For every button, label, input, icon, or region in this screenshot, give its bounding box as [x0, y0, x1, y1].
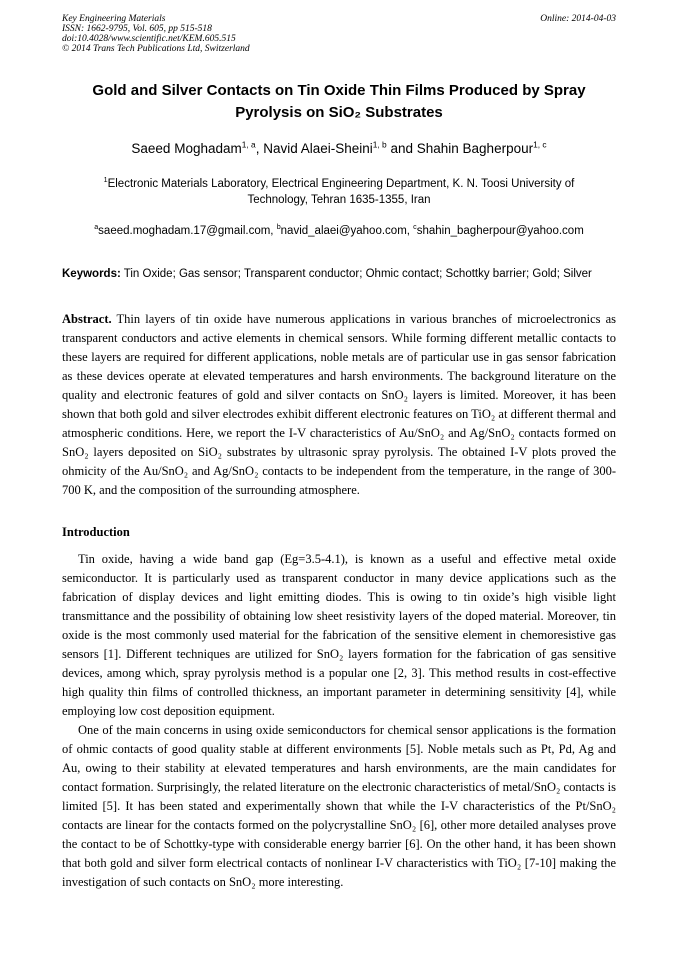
email-sup-b: b	[276, 223, 281, 232]
author-name-3: Shahin Bagherpour	[416, 141, 534, 156]
abstract-paragraph	[62, 310, 616, 500]
author-affil-sup-1: 1, a	[241, 139, 256, 150]
intro-paragraph-1: Tin oxide, having a wide band gap (Eg=3.5-4.1), is known as a useful and effective metal oxide semiconductor. It is particularly used as transparent conductor in many device applications such as the fabrication of display devices and light emitting diodes. This is owing to tin oxide’s high visible light transmittance and the possibility of obtaining low sheet resistivity layers of the doped material. Moreover, tin oxide is the most commonly used material for the fabrication of the sensitive element in chemoresistive gas sensors [1]. Different techniques are utilized for SnO₂ layers formation for the fabrication of gas sensitive devices, among which, spray pyrolysis method is a popular one [2, 3]. This method results in cost-effective high quality thin films of controlled thickness, an important parameter in determining sensitivity [4], while employing low cost deposition equipment.	[62, 552, 616, 719]
journal-header-left	[62, 14, 250, 54]
affiliation-line	[83, 176, 595, 208]
introduction-heading: Introduction	[62, 525, 130, 539]
email-address-a: saeed.moghadam.17@gmail.com,	[98, 225, 277, 237]
journal-issn-line: ISSN: 1662-9795, Vol. 605, pp 515-518	[62, 24, 212, 34]
authors-line	[62, 140, 616, 158]
journal-copyright-line: © 2014 Trans Tech Publications Ltd, Switzerland	[62, 44, 250, 54]
abstract-label: Abstract.	[62, 312, 112, 326]
journal-title: Key Engineering Materials	[62, 14, 166, 24]
author-separator-2: and	[386, 141, 417, 156]
email-address-b: navid_alaei@yahoo.com,	[280, 225, 414, 237]
email-address-c: shahin_bagherpour@yahoo.com	[416, 225, 584, 237]
abstract-text: Thin layers of tin oxide have numerous applications in various branches of microelectronics as transparent conductors and active elements in chemical sensors. While forming different metallic contacts to these layers are required for different applications, noble metals are of particular use in gas sensor fabrication as these devices operate at elevated temperatures and harsh environments. The background literature on the quality and electronic features of gold and silver contacts on SnO₂ layers is limited. Moreover, it has been shown that both gold and silver electrodes exhibit different electronic features on TiO₂ at different thermal and atmospheric conditions. Here, we report the I-V characteristics of Au/SnO₂ and Ag/SnO₂ contacts formed on SnO₂ layers deposited on SiO₂ substrates by ultrasonic spray pyrolysis. The obtained I-V plots proved the ohmicity of the Au/SnO₂ and Ag/SnO₂ contacts to be independent from the temperature, in the range of 300-700 K, and the composition of the surrounding atmosphere.	[62, 312, 616, 497]
journal-doi-line: doi:10.4028/www.scientific.net/KEM.605.515	[62, 34, 236, 44]
email-sup-a: a	[94, 223, 99, 232]
keywords-block	[62, 267, 616, 282]
online-date: Online: 2014-04-03	[540, 14, 616, 24]
author-name-1: Saeed Moghadam	[131, 141, 242, 156]
author-name-2: Navid Alaei-Sheini	[263, 141, 373, 156]
keywords-label: Keywords:	[62, 268, 121, 280]
journal-header	[62, 14, 616, 54]
affiliation-text: Electronic Materials Laboratory, Electrical Engineering Department, K. N. Toosi University of Technology, Tehran 1635-1355, Iran	[107, 178, 575, 206]
intro-paragraph-2: One of the main concerns in using oxide semiconductors for chemical sensor applications is the formation of ohmic contacts of good quality stable at different environments [5]. Noble metals such as Pt, Pd, Ag and Au, owing to their stability at elevated temperatures and harsh environments, are the main candidates for contact formation. Surprisingly, the related literature on the electronic characteristics of metal/SnO₂ contacts is limited [5]. It has been stated and experimentally shown that while the I-V characteristics of the Pt/SnO₂ contacts are linear for the contacts formed on the polycrystalline SnO₂ [6], other more detailed analyses prove the contact to be of Schottky-type with considerable energy barrier [6]. On the other hand, it has been shown that both gold and silver form electrical contacts of nonlinear I-V characteristics with TiO₂ [7-10] making the investigation of such contacts on SnO₂ more interesting.	[62, 723, 616, 890]
paper-title: Gold and Silver Contacts on Tin Oxide Thin Films Produced by Spray Pyrolysis on SiO₂ Substrates	[92, 82, 586, 121]
emails-line	[62, 224, 616, 239]
email-sup-c: c	[413, 223, 417, 232]
author-affil-sup-2: 1, b	[372, 139, 387, 150]
author-affil-sup-3: 1, c	[533, 139, 547, 150]
keywords-text: Tin Oxide; Gas sensor; Transparent conductor; Ohmic contact; Schottky barrier; Gold; Silver	[120, 268, 592, 280]
author-separator-1: ,	[255, 141, 264, 156]
affiliation-sup: 1	[103, 176, 108, 185]
